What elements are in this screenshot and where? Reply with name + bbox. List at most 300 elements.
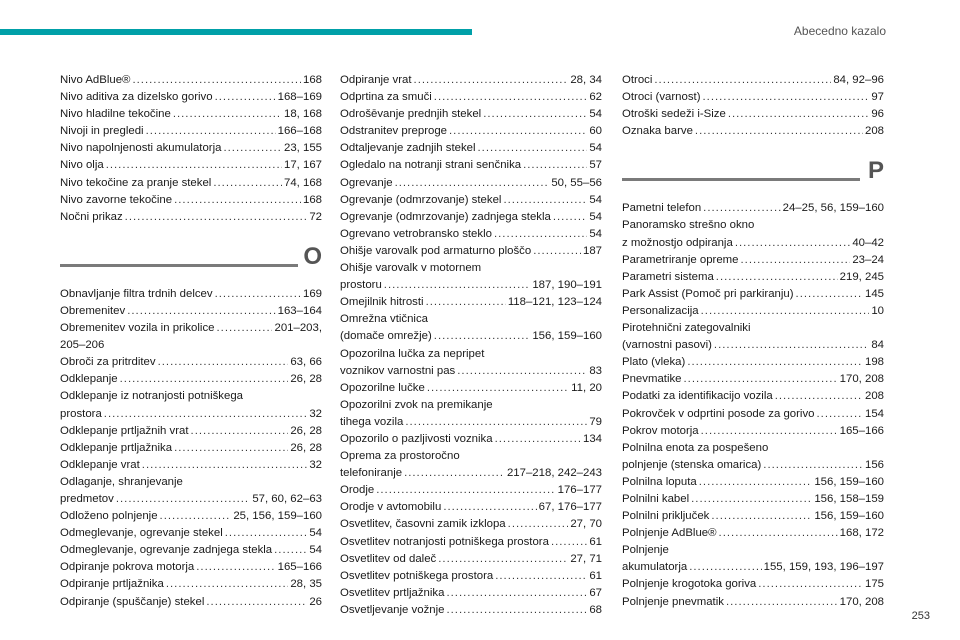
index-entry: [622, 303, 884, 320]
index-entry-line: [340, 534, 602, 551]
index-entry-line: [60, 303, 322, 320]
index-entry-line: [622, 200, 884, 217]
index-page-ref: 26, 28: [290, 424, 322, 437]
index-term: Pokrovček v odprtini posode za gorivo: [622, 407, 815, 420]
index-term: Osvetlitev od daleč: [340, 552, 437, 565]
index-entry: [60, 89, 322, 106]
index-page-ref: 63, 66: [290, 356, 322, 369]
dot-leader: [160, 508, 232, 525]
index-page-ref: 50, 55–56: [551, 176, 602, 189]
dot-leader: [533, 243, 581, 260]
index-entry-line: [622, 72, 884, 89]
index-entry: [60, 457, 322, 474]
index-entry-line: [340, 585, 602, 602]
index-entry: [60, 371, 322, 388]
dot-leader: [223, 140, 282, 157]
index-page-ref: 198: [864, 356, 884, 369]
index-term: Odmeglevanje, ogrevanje stekel: [60, 527, 223, 540]
index-term: Obremenitev: [60, 304, 126, 317]
index-column-1: [60, 72, 322, 611]
index-term: Polnilni kabel: [622, 492, 690, 505]
index-term: Osvetlitev notranjosti potniškega prostora: [340, 535, 549, 548]
dot-leader: [427, 380, 569, 397]
index-entry-line: [60, 525, 322, 542]
index-entry: [340, 380, 602, 397]
index-entry: [340, 551, 602, 568]
index-page-ref: 54: [309, 527, 322, 540]
index-entry: [60, 508, 322, 525]
index-term: Odstranitev preproge: [340, 125, 448, 138]
dot-leader: [689, 559, 761, 576]
index-entry: [622, 106, 884, 123]
dot-leader: [449, 123, 587, 140]
index-entry: [340, 448, 602, 482]
index-entry-line: [340, 516, 602, 533]
index-page-ref: 155, 159, 193, 196–197: [763, 561, 884, 574]
index-entry: [622, 508, 884, 525]
index-entry: [60, 320, 322, 354]
index-term: Nivo napolnjenosti akumulatorja: [60, 142, 222, 155]
index-entry: [60, 175, 322, 192]
index-entry-line: [60, 192, 322, 209]
page-number: 253: [911, 610, 930, 622]
index-entry-line: [622, 89, 884, 106]
index-entry-line: [60, 491, 322, 508]
index-page-ref: 145: [864, 287, 884, 300]
index-page-ref: 154: [864, 407, 884, 420]
index-entry-line: [622, 474, 884, 491]
index-term: Nivoji in pregledi: [60, 125, 144, 138]
dot-leader: [728, 106, 870, 123]
index-entry-line: [60, 106, 322, 123]
index-entry-line: [60, 474, 322, 491]
dot-leader: [495, 431, 581, 448]
index-page-ref: 23–24: [852, 253, 884, 266]
index-term: Odklepanje prtljažnih vrat: [60, 424, 189, 437]
index-term: Ohišje varovalk pod armaturno ploščo: [340, 244, 532, 257]
index-term: Polnjenje krogotoka goriva: [622, 578, 757, 591]
index-page-ref: 118–121, 123–124: [507, 296, 602, 309]
dot-leader: [216, 320, 272, 337]
dot-leader: [174, 192, 301, 209]
index-entry-line: [60, 320, 322, 337]
index-page-ref: 97: [871, 91, 884, 104]
index-term: Ogrevanje (odmrzovanje) zadnjega stekla: [340, 210, 551, 223]
index-entry: [622, 200, 884, 217]
section-divider: [60, 244, 322, 280]
index-term: Odklepanje vrat: [60, 458, 140, 471]
index-entry: [60, 140, 322, 157]
index-entry-line: [622, 106, 884, 123]
index-entry: [622, 89, 884, 106]
index-term: Osvetlitev prtljažnika: [340, 586, 445, 599]
dot-leader: [523, 157, 587, 174]
index-term: Pnevmatike: [622, 373, 682, 386]
index-term: Odprtina za smuči: [340, 91, 432, 104]
dot-leader: [132, 72, 301, 89]
dot-leader: [142, 457, 308, 474]
index-page-ref: 67, 176–177: [538, 501, 602, 514]
index-entry: [622, 286, 884, 303]
dot-leader: [384, 277, 531, 294]
index-entry-line: [622, 423, 884, 440]
index-entry: [60, 576, 322, 593]
index-entry-line: [60, 140, 322, 157]
index-page-ref: 84: [871, 339, 884, 352]
index-entry: [622, 525, 884, 542]
index-entry-line: [622, 303, 884, 320]
index-entry-line: [340, 140, 602, 157]
index-page-ref: 208: [864, 125, 884, 138]
index-term: Podatki za identifikacijo vozila: [622, 390, 773, 403]
index-page-ref: 168, 172: [839, 527, 884, 540]
index-entry: [340, 157, 602, 174]
dot-leader: [158, 354, 289, 371]
index-entry-line: [340, 243, 602, 260]
index-entry-line: [340, 346, 602, 363]
index-entry-line: [60, 175, 322, 192]
index-entry-line: [622, 320, 884, 337]
index-term: Nivo olja: [60, 159, 104, 172]
index-entry-line: [340, 106, 602, 123]
dot-leader: [711, 508, 812, 525]
index-entry-line: [340, 277, 602, 294]
index-entry-line: [340, 328, 602, 345]
index-entry: [60, 286, 322, 303]
index-term: Otroški sedeži i-Size: [622, 108, 726, 121]
index-entry-line: [340, 209, 602, 226]
index-entry-line: [60, 576, 322, 593]
index-entry-line: [340, 226, 602, 243]
index-term: Personalizacija: [622, 304, 699, 317]
index-term: predmetov: [60, 492, 114, 505]
index-entry-line: [340, 363, 602, 380]
index-entry: [60, 72, 322, 89]
dot-leader: [446, 585, 587, 602]
index-entry: [622, 217, 884, 251]
index-page-ref: 163–164: [277, 304, 322, 317]
index-entry-line: [60, 89, 322, 106]
index-entry: [340, 311, 602, 345]
index-entry-line: [340, 72, 602, 89]
dot-leader: [457, 363, 587, 380]
index-term: Nivo AdBlue®: [60, 74, 131, 86]
index-page-ref: 219, 245: [839, 270, 884, 283]
index-term: Odpiranje (spuščanje) stekel: [60, 595, 205, 608]
index-entry: [60, 542, 322, 559]
index-term: Omrežna vtičnica: [340, 313, 428, 326]
index-term: Opozorilo o pazljivosti voznika: [340, 432, 493, 445]
index-page-ref: 72: [309, 210, 322, 223]
index-entry-line: [340, 568, 602, 585]
index-page-ref: 187, 190–191: [532, 279, 602, 292]
index-page-ref: 28, 34: [570, 74, 602, 86]
index-page-ref: 165–166: [277, 561, 322, 574]
dot-leader: [174, 440, 288, 457]
index-entry: [622, 320, 884, 354]
index-entry: [622, 406, 884, 423]
index-term: Opozorilni zvok na premikanje: [340, 398, 493, 411]
index-entry: [340, 175, 602, 192]
index-entry-line: [60, 559, 322, 576]
index-page-ref: 201–203,: [274, 322, 322, 335]
index-page-ref: 134: [582, 432, 602, 445]
index-page-ref: 169: [302, 287, 322, 300]
dot-leader: [687, 354, 863, 371]
index-page-ref: 74, 168: [283, 176, 322, 189]
index-page-ref: 26, 28: [290, 441, 322, 454]
index-entry-line: [60, 508, 322, 525]
index-term: Nivo hladilne tekočine: [60, 108, 171, 121]
index-entry: [340, 516, 602, 533]
index-term: Odpiranje vrat: [340, 74, 412, 86]
index-term: Odmeglevanje, ogrevanje zadnjega stekla: [60, 544, 273, 557]
index-page-ref: 62: [589, 91, 602, 104]
index-page-ref: 54: [589, 193, 602, 206]
dot-leader: [206, 594, 307, 611]
index-term: Odlaganje, shranjevanje: [60, 475, 183, 488]
index-entry: [340, 106, 602, 123]
section-letter: O: [303, 242, 322, 270]
index-term: Odklepanje iz notranjosti potniškega: [60, 390, 243, 403]
index-term: Ogrevanje (odmrzovanje) stekel: [340, 193, 502, 206]
index-entry: [60, 559, 322, 576]
index-term: Otroci: [622, 74, 653, 86]
index-entry-line: [622, 594, 884, 611]
index-entry: [622, 474, 884, 491]
dot-leader: [551, 534, 587, 551]
index-term: (varnostni pasovi): [622, 339, 712, 352]
index-page-ref: 54: [589, 227, 602, 240]
index-term: Odloženo polnjenje: [60, 510, 158, 523]
index-entry: [340, 568, 602, 585]
index-entry-line: [622, 235, 884, 252]
index-page-ref: 170, 208: [839, 595, 884, 608]
index-entry: [340, 482, 602, 499]
index-term: Opozorilna lučka za nepripet: [340, 347, 485, 360]
dot-leader: [691, 491, 812, 508]
dot-leader: [274, 542, 307, 559]
index-entry: [340, 431, 602, 448]
index-entry-line: [60, 440, 322, 457]
dot-leader: [395, 175, 550, 192]
index-entry: [622, 440, 884, 474]
index-entry-line: [340, 260, 602, 277]
index-term: Obnavljanje filtra trdnih delcev: [60, 287, 213, 300]
dot-leader: [146, 123, 276, 140]
dot-leader: [553, 209, 587, 226]
index-page-ref: 54: [309, 544, 322, 557]
index-entry-line: [60, 423, 322, 440]
index-entry-line: [340, 602, 602, 619]
index-page-ref: 60: [589, 125, 602, 138]
index-page-ref: 57, 60, 62–63: [252, 492, 322, 505]
index-term: Nivo zavorne tekočine: [60, 193, 173, 206]
index-entry-line: [340, 157, 602, 174]
section-letter: P: [867, 157, 884, 185]
index-term: Ohišje varovalk v motornem: [340, 262, 482, 275]
index-page-ref: 168: [302, 193, 322, 206]
index-page-ref: 32: [309, 407, 322, 420]
dot-leader: [508, 516, 569, 533]
index-term: Osvetlitev, časovni zamik izklopa: [340, 518, 506, 531]
dot-leader: [173, 106, 282, 123]
dot-leader: [215, 286, 301, 303]
index-term: Nivo tekočine za pranje stekel: [60, 176, 212, 189]
index-entry: [60, 192, 322, 209]
index-page-ref: 40–42: [852, 236, 884, 249]
index-entry: [622, 388, 884, 405]
index-entry: [340, 602, 602, 619]
dot-leader: [196, 559, 275, 576]
index-page-ref: 57: [589, 159, 602, 172]
index-page-ref: 61: [589, 569, 602, 582]
dot-leader: [483, 106, 587, 123]
index-term: Omejilnik hitrosti: [340, 296, 424, 309]
dot-leader: [703, 200, 780, 217]
index-page-ref: 96: [871, 108, 884, 121]
index-term: polnjenje (stenska omarica): [622, 458, 762, 471]
index-entry-line: [340, 431, 602, 448]
index-entry-line: [340, 397, 602, 414]
index-entry-line: [340, 294, 602, 311]
index-term: telefoniranje: [340, 467, 403, 480]
index-page-ref: 11, 20: [571, 381, 602, 394]
index-page-ref: 208: [864, 390, 884, 403]
index-page-ref: 176–177: [557, 484, 602, 497]
index-term: Orodje: [340, 484, 375, 497]
index-page-ref: 168: [302, 74, 322, 86]
index-entry-line: [340, 499, 602, 516]
index-term: Ogrevanje: [340, 176, 393, 189]
index-page-ref: 26: [309, 595, 322, 608]
index-entry: [622, 594, 884, 611]
dot-leader: [763, 457, 863, 474]
dot-leader: [414, 72, 569, 89]
index-entry: [622, 491, 884, 508]
dot-leader: [503, 192, 587, 209]
index-entry: [60, 440, 322, 457]
index-page-ref: 25, 156, 159–160: [233, 510, 322, 523]
index-term: Oznaka barve: [622, 125, 693, 138]
index-term: Odpiranje pokrova motorja: [60, 561, 195, 574]
index-page-ref: 17, 167: [283, 159, 322, 172]
dot-leader: [758, 576, 863, 593]
index-entry-line: [622, 217, 884, 234]
index-entry: [340, 534, 602, 551]
dot-leader: [726, 594, 838, 611]
dot-leader: [714, 337, 869, 354]
index-entry-line: [622, 123, 884, 140]
index-page-ref: 68: [589, 603, 602, 616]
index-entry-line: [340, 465, 602, 482]
index-page-ref: 28, 35: [290, 578, 322, 591]
dot-leader: [654, 72, 831, 89]
dot-leader: [716, 269, 838, 286]
index-page-ref: 217–218, 242–243: [506, 467, 602, 480]
section-divider: [622, 158, 884, 194]
index-entry: [60, 157, 322, 174]
index-term: Pirotehnični zategovalniki: [622, 322, 751, 335]
dot-leader: [495, 568, 587, 585]
dot-leader: [695, 123, 863, 140]
index-page-ref: 27, 70: [570, 518, 602, 531]
dot-leader: [684, 371, 838, 388]
index-entry: [60, 354, 322, 371]
index-term: Polnilna loputa: [622, 475, 697, 488]
index-entry-line: [340, 123, 602, 140]
index-entry-line: [622, 388, 884, 405]
index-page-ref: 61: [589, 535, 602, 548]
index-entry: [60, 209, 322, 226]
index-page-ref: 27, 71: [570, 552, 602, 565]
index-term: z možnostjo odpiranja: [622, 236, 733, 249]
index-entry: [622, 576, 884, 593]
index-term: Odklepanje prtljažnika: [60, 441, 173, 454]
index-term: Osvetljevanje vožnje: [340, 603, 445, 616]
index-entry: [340, 499, 602, 516]
index-entry-line: [340, 380, 602, 397]
index-entry: [340, 294, 602, 311]
index-term: Plato (vleka): [622, 356, 686, 369]
dot-leader: [494, 226, 587, 243]
index-term: Oprema za prostoročno: [340, 450, 460, 463]
index-entry-line: [340, 89, 602, 106]
index-term: Ogledalo na notranji strani senčnika: [340, 159, 522, 172]
dot-leader: [106, 157, 282, 174]
index-page-ref: 168–169: [277, 91, 322, 104]
index-page-ref: 170, 208: [839, 373, 884, 386]
index-term: Otroci (varnost): [622, 91, 701, 104]
index-term: Obremenitev vozila in prikolice: [60, 322, 215, 335]
dot-leader: [127, 303, 275, 320]
index-entry-line: [60, 594, 322, 611]
header-accent-bar: [0, 29, 472, 35]
dot-leader: [426, 294, 506, 311]
index-entry-line: [622, 491, 884, 508]
index-term: Parametri sistema: [622, 270, 714, 283]
dot-leader: [719, 525, 838, 542]
index-entry: [340, 123, 602, 140]
index-page-ref: 79: [589, 415, 602, 428]
index-column-2: [340, 72, 602, 619]
index-page-ref: 187: [582, 244, 602, 257]
index-entry-line: [340, 551, 602, 568]
dot-leader: [434, 328, 531, 345]
index-entry: [340, 397, 602, 431]
index-term: prostora: [60, 407, 102, 420]
index-term: Odrošēvanje prednjih stekel: [340, 108, 482, 121]
dot-leader: [104, 406, 308, 423]
index-entry: [340, 89, 602, 106]
index-entry-line: [60, 209, 322, 226]
index-page-ref: 166–168: [277, 125, 322, 138]
dot-leader: [116, 491, 250, 508]
index-entry-line: [60, 354, 322, 371]
index-entry: [622, 354, 884, 371]
index-entry-line: [622, 440, 884, 457]
index-entry-line: [340, 414, 602, 431]
dot-leader: [701, 423, 838, 440]
index-term: Polnjenje AdBlue®: [622, 527, 717, 540]
dot-leader: [478, 140, 588, 157]
index-term: Park Assist (Pomoč pri parkiranju): [622, 287, 794, 300]
index-entry-line: [340, 175, 602, 192]
index-entry: [622, 423, 884, 440]
index-entry: [340, 226, 602, 243]
index-entry: [60, 423, 322, 440]
index-term: 205–206: [60, 339, 105, 352]
